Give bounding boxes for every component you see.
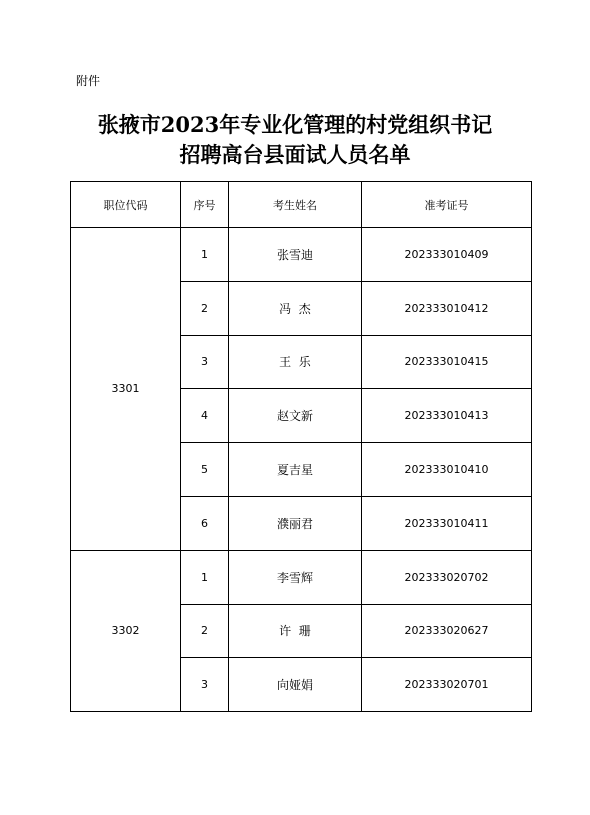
seq-cell: 4 bbox=[181, 389, 229, 443]
name-cell: 冯 杰 bbox=[229, 281, 362, 335]
title-line-1: 张掖市2023年专业化管理的村党组织书记 bbox=[97, 112, 493, 137]
name-cell: 夏吉星 bbox=[229, 443, 362, 497]
title-line-2: 招聘高台县面试人员名单 bbox=[179, 142, 411, 167]
seq-cell: 1 bbox=[181, 228, 229, 282]
seq-cell: 2 bbox=[181, 281, 229, 335]
name-cell: 王 乐 bbox=[229, 335, 362, 389]
seq-cell: 3 bbox=[181, 335, 229, 389]
candidate-table bbox=[70, 181, 532, 712]
table-header-row bbox=[71, 182, 532, 228]
exam-number-cell: 202333010411 bbox=[362, 496, 532, 550]
name-cell: 赵文新 bbox=[229, 389, 362, 443]
name-cell: 张雪迪 bbox=[229, 228, 362, 282]
table-row bbox=[71, 550, 532, 604]
exam-number-cell: 202333020627 bbox=[362, 604, 532, 658]
header-exam-number: 准考证号 bbox=[362, 182, 532, 228]
seq-cell: 1 bbox=[181, 550, 229, 604]
name-cell: 许 珊 bbox=[229, 604, 362, 658]
seq-cell: 3 bbox=[181, 658, 229, 712]
position-code-cell: 3301 bbox=[71, 228, 181, 551]
exam-number-cell: 202333010413 bbox=[362, 389, 532, 443]
header-seq: 序号 bbox=[181, 182, 229, 228]
exam-number-cell: 202333010410 bbox=[362, 443, 532, 497]
exam-number-cell: 202333020701 bbox=[362, 658, 532, 712]
seq-cell: 5 bbox=[181, 443, 229, 497]
name-cell: 向娅娟 bbox=[229, 658, 362, 712]
document-title bbox=[0, 110, 590, 170]
table-row bbox=[71, 228, 532, 282]
seq-cell: 2 bbox=[181, 604, 229, 658]
attachment-label: 附件 bbox=[76, 74, 101, 88]
header-position-code: 职位代码 bbox=[71, 182, 181, 228]
seq-cell: 6 bbox=[181, 496, 229, 550]
name-cell: 濮丽君 bbox=[229, 496, 362, 550]
name-cell: 李雪辉 bbox=[229, 550, 362, 604]
exam-number-cell: 202333010409 bbox=[362, 228, 532, 282]
exam-number-cell: 202333010415 bbox=[362, 335, 532, 389]
header-candidate-name: 考生姓名 bbox=[229, 182, 362, 228]
position-code-cell: 3302 bbox=[71, 550, 181, 711]
exam-number-cell: 202333020702 bbox=[362, 550, 532, 604]
exam-number-cell: 202333010412 bbox=[362, 281, 532, 335]
